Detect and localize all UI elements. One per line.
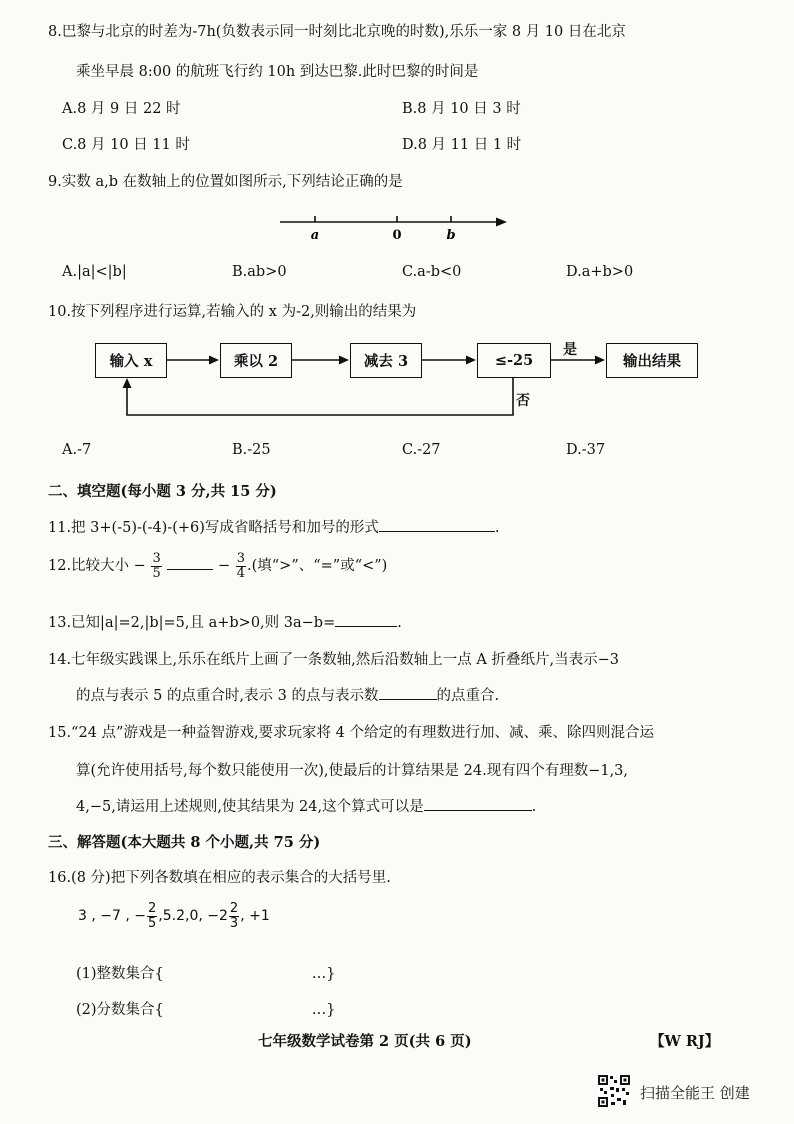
section2-title: 二、填空题(每小题 3 分,共 15 分) [48, 483, 277, 500]
q12-frac1-num: 3 [152, 551, 161, 566]
q12-fraction-1 [151, 552, 161, 580]
q15-line3 [76, 795, 536, 816]
flow-box-input: 输入 x [95, 343, 167, 378]
q13-end: . [397, 615, 402, 631]
q16-set2-label: (2)分数集合{ [76, 1002, 164, 1018]
q14-line2 [76, 684, 499, 705]
flow-box-condition: ≤-25 [477, 343, 551, 378]
q10-option-c: C.-27 [402, 442, 441, 458]
q11-end: . [494, 520, 500, 536]
q12-minus: − [217, 558, 231, 575]
q15-answer-blank[interactable] [424, 796, 532, 811]
q16-set-integers [76, 962, 336, 983]
q15-line3a: 4,−5,请运用上述规则,使其结果为 24,这个算式可以是 [76, 799, 424, 815]
q9-option-b: B.ab>0 [232, 264, 287, 280]
q8-option-d: D.8 月 11 日 1 时 [402, 137, 522, 153]
page-footer: 七年级数学试卷第 2 页(共 6 页) [258, 1033, 472, 1050]
q16-num-5-2-0: ,5.2̇,0, [158, 908, 203, 925]
flow-box-output: 输出结果 [606, 343, 698, 378]
q13-text: 13.已知|a|=2,|b|=5,且 a+b>0,则 3a−b= [48, 615, 336, 631]
flow-no-label: 否 [516, 393, 530, 409]
paper-code: 【W RJ】 [650, 1033, 720, 1050]
scanner-watermark: 扫描全能王 创建 [640, 1084, 750, 1102]
q16-mixed-fraction [207, 902, 240, 930]
q16-num-plus1: , +1 [240, 908, 270, 925]
q13 [48, 611, 402, 632]
q8-option-a: A.8 月 9 日 22 时 [62, 101, 181, 117]
q12-suffix: .(填“>”、“=”或“<”) [246, 558, 388, 575]
q15-line1: 15.“24 点”游戏是一种益智游戏,要求玩家将 4 个给定的有理数进行加、减、乘、除四则混合运 [48, 725, 654, 741]
q12-frac2-num: 3 [236, 551, 245, 566]
q8-line1: 8.巴黎与北京的时差为-7h(负数表示同一时刻比北京晚的时数),乐乐一家 8 月 10 日在北京 [48, 24, 626, 40]
q15-line3b: . [531, 799, 537, 815]
flow-box-subtract: 减去 3 [350, 343, 422, 378]
axis-label-a: a [310, 228, 320, 242]
q16-set1-close: …} [311, 966, 336, 982]
q12-prefix: 12.比较大小 − [48, 558, 146, 575]
q10-option-a: A.-7 [62, 442, 92, 458]
q12-frac2-den: 4 [236, 565, 245, 581]
q13-answer-blank[interactable] [335, 612, 397, 627]
q10-option-b: B.-25 [232, 442, 271, 458]
q16-number-list [78, 902, 270, 930]
q14-line2a: 的点与表示 5 的点重合时,表示 3 的点与表示数 [76, 688, 379, 704]
q16-set1-label: (1)整数集合{ [76, 966, 164, 982]
q8-line2: 乘坐早晨 8:00 的航班飞行约 10h 到达巴黎.此时巴黎的时间是 [76, 64, 479, 80]
q16-num-neg7: −7 , [100, 908, 130, 925]
q8-option-b: B.8 月 10 日 3 时 [402, 101, 521, 117]
flow-arrows [0, 330, 794, 430]
q14-line2b: 的点重合. [436, 688, 500, 704]
q9-option-d: D.a+b>0 [566, 264, 634, 280]
q12-frac1-den: 5 [152, 565, 161, 581]
flow-box-multiply: 乘以 2 [220, 343, 292, 378]
q10-stem: 10.按下列程序进行运算,若输入的 x 为-2,则输出的结果为 [48, 304, 417, 320]
qr-code-icon [597, 1074, 631, 1108]
q10-option-d: D.-37 [566, 442, 606, 458]
axis-label-0: 0 [392, 228, 402, 242]
q11-answer-blank[interactable] [379, 517, 495, 532]
q16-fraction-2-5 [147, 902, 157, 930]
q16-fraction-2-3 [229, 902, 239, 930]
q11 [48, 516, 500, 537]
q16-frac1-den: 5 [148, 915, 157, 931]
q16-frac2-den: 3 [229, 915, 239, 931]
q12-answer-blank[interactable] [167, 555, 213, 570]
q16-num-3: 3 , [78, 908, 96, 925]
q16-frac2-num: 2 [229, 901, 239, 916]
q16-frac1-num: 2 [148, 901, 157, 916]
q9-stem: 9.实数 a,b 在数轴上的位置如图所示,下列结论正确的是 [48, 174, 403, 190]
q9-option-a: A.|a|<|b| [62, 264, 127, 280]
q16-num3-sign: − [134, 908, 146, 925]
flow-yes-label: 是 [563, 342, 577, 358]
axis-label-b: b [446, 228, 456, 242]
number-line [275, 212, 515, 242]
q16-set2-close: …} [311, 1002, 336, 1018]
q11-text: 11.把 3+(-5)-(-4)-(+6)写成省略括号和加号的形式 [48, 520, 379, 536]
q16-set-fractions [76, 998, 336, 1019]
q16-num5-whole: −2 [207, 908, 228, 925]
q12-fraction-2 [236, 552, 246, 580]
q12 [48, 552, 387, 580]
section3-title: 三、解答题(本大题共 8 个小题,共 75 分) [48, 834, 321, 851]
q8-option-c: C.8 月 10 日 11 时 [62, 137, 190, 153]
q16-stem: 16.(8 分)把下列各数填在相应的表示集合的大括号里. [48, 870, 391, 886]
q15-line2: 算(允许使用括号,每个数只能使用一次),使最后的计算结果是 24.现有四个有理数−1,3, [76, 763, 629, 779]
q9-option-c: C.a-b<0 [402, 264, 462, 280]
q14-line1: 14.七年级实践课上,乐乐在纸片上画了一条数轴,然后沿数轴上一点 A 折叠纸片,当表示−3 [48, 652, 619, 668]
q14-answer-blank[interactable] [379, 685, 437, 700]
